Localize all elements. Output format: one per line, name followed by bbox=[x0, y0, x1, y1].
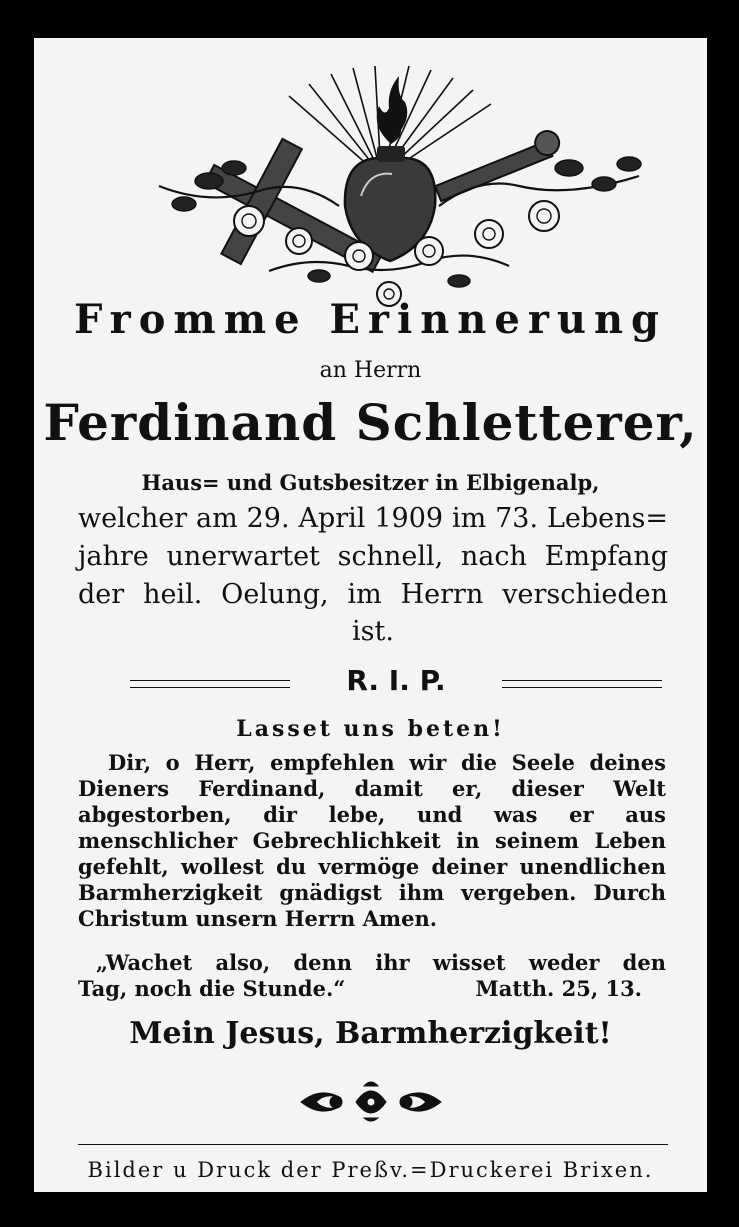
footer-divider bbox=[78, 1144, 668, 1145]
occupation-line: Haus= und Gutsbesitzer in Elbigenalp, bbox=[141, 470, 600, 495]
floral-ornament-icon bbox=[296, 1078, 446, 1124]
body-line: jahre unerwartet schnell, nach Empfang bbox=[78, 541, 668, 572]
scripture-quote bbox=[78, 950, 666, 1002]
memorial-card bbox=[34, 38, 707, 1192]
rip-divider bbox=[130, 666, 662, 700]
quote-reference: Matth. 25, 13. bbox=[475, 976, 642, 1001]
card-title: Fromme Erinnerung bbox=[73, 296, 668, 343]
quote-line-2-row bbox=[78, 976, 666, 1002]
quote-line-2: Tag, noch die Stunde.“ bbox=[78, 976, 346, 1001]
prayer-paragraph: Dir, o Herr, empfehlen wir die Seele deines Dieners Ferdinand, damit er, dieser Welt abgestorben, dir lebe, und was er aus menschlicher Gebrechlichkeit in seinem Leben gefehlt, wollest du vermöge deiner unendlichen Barmherzigkeit gnädigst ihm vergeben. Durch Christum unsern Herrn Amen. bbox=[78, 750, 666, 931]
quote-line-1: „Wachet also, denn ihr wisset weder den bbox=[96, 950, 666, 975]
divider-rule-right bbox=[502, 680, 662, 688]
body-line: ist. bbox=[352, 616, 394, 647]
sacred-heart-emblem bbox=[139, 56, 659, 316]
rip-label: R. I. P. bbox=[346, 664, 446, 697]
prayer-text bbox=[78, 750, 666, 932]
motto: Mein Jesus, Barmherzigkeit! bbox=[129, 1016, 612, 1051]
body-line: welcher am 29. April 1909 im 73. Lebens= bbox=[78, 503, 668, 534]
printer-footer: Bilder u Druck der Preßv.=Druckerei Brixen. bbox=[87, 1158, 654, 1182]
body-line: der heil. Oelung, im Herrn verschieden bbox=[78, 579, 668, 610]
prayer-heading: Lasset uns beten! bbox=[236, 716, 505, 742]
deceased-name: Ferdinand Schletterer, bbox=[43, 393, 698, 452]
recipient-prefix: an Herrn bbox=[319, 358, 422, 383]
